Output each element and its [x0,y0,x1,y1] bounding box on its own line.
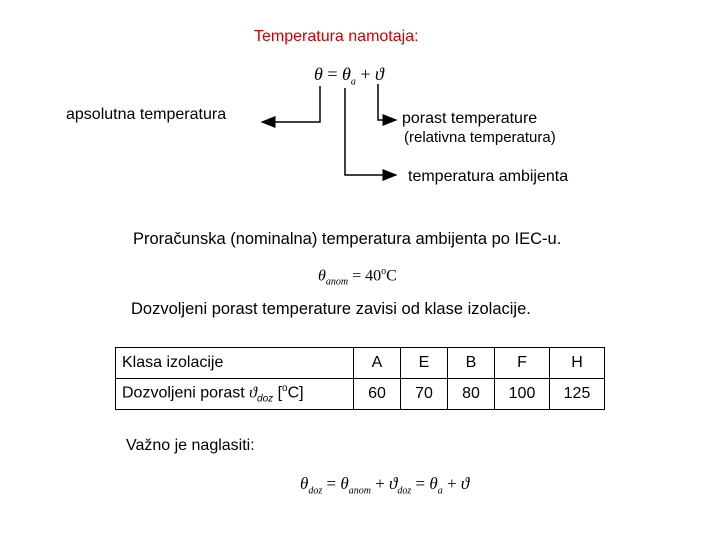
label-temperature-rise: porast temperature [402,110,538,127]
eq1-term2: ϑ [375,64,384,84]
eq3-plus2: + [447,474,457,493]
table-cell: H [550,348,605,379]
table-cell-allowed-rise-label [116,379,354,410]
insulation-class-table [115,347,605,410]
eq2-lhs: θ [318,267,326,285]
table-cell: 60 [354,379,401,410]
allowed-rise-degree: o [282,383,288,395]
label-absolute-temperature: apsolutna temperatura [66,106,227,123]
iec-ambient-text: Proračunska (nominalna) temperatura ambijenta po IEC-u. [133,230,562,248]
eq3-term4: θ [429,474,438,493]
table-row [116,348,605,379]
eq2-unit: C [386,267,397,285]
table-cell: 80 [448,379,495,410]
eq3-term1-sub: doz [308,485,323,497]
arrow-absolute [262,86,320,122]
eq1-equals: = [327,64,338,84]
allowed-rise-sub: doz [257,393,274,405]
eq1-term1-sub: a [350,76,356,88]
table-row [116,379,605,410]
eq3-equals2: = [415,474,426,493]
label-relative-temperature: (relativna temperatura) [404,129,556,146]
table-cell: F [495,348,550,379]
allowed-rise-symbol: ϑ [249,384,258,402]
eq3-equals: = [326,474,337,493]
eq2-lhs-sub: anom [325,276,349,288]
nominal-ambient-equation [318,266,397,288]
eq1-lhs: θ [314,64,323,84]
table-cell-class-label: Klasa izolacije [116,348,354,379]
eq3-term2: θ [340,474,349,493]
page-title: Temperatura namotaja: [254,28,419,45]
table-cell: B [448,348,495,379]
arrow-ambient [345,88,396,175]
label-ambient-temperature: temperatura ambijenta [408,168,569,185]
eq2-degree: o [381,266,387,277]
eq1-term1: θ [342,64,351,84]
eq3-term5: ϑ [460,474,470,493]
allowed-temperature-equation [300,474,469,496]
insulation-class-text: Dozvoljeni porast temperature zavisi od klase izolacije. [131,300,531,318]
eq3-term1: θ [300,474,309,493]
table-cell: E [401,348,448,379]
eq1-plus: + [360,64,371,84]
eq3-term3-sub: doz [397,485,412,497]
eq2-value: = 40 [352,267,382,285]
table-cell: A [354,348,401,379]
note-text: Važno je naglasiti: [126,437,255,454]
eq3-term3: ϑ [389,474,398,493]
table-cell: 100 [495,379,550,410]
allowed-rise-unit: C] [287,384,304,402]
allowed-rise-text: Dozvoljeni porast [122,384,250,402]
eq3-term2-sub: anom [348,485,371,497]
arrow-rise [378,84,396,120]
eq3-term4-sub: a [437,485,443,497]
table-cell: 125 [550,379,605,410]
table-cell: 70 [401,379,448,410]
allowed-rise-bracket: [ [273,384,283,402]
eq3-plus: + [375,474,385,493]
